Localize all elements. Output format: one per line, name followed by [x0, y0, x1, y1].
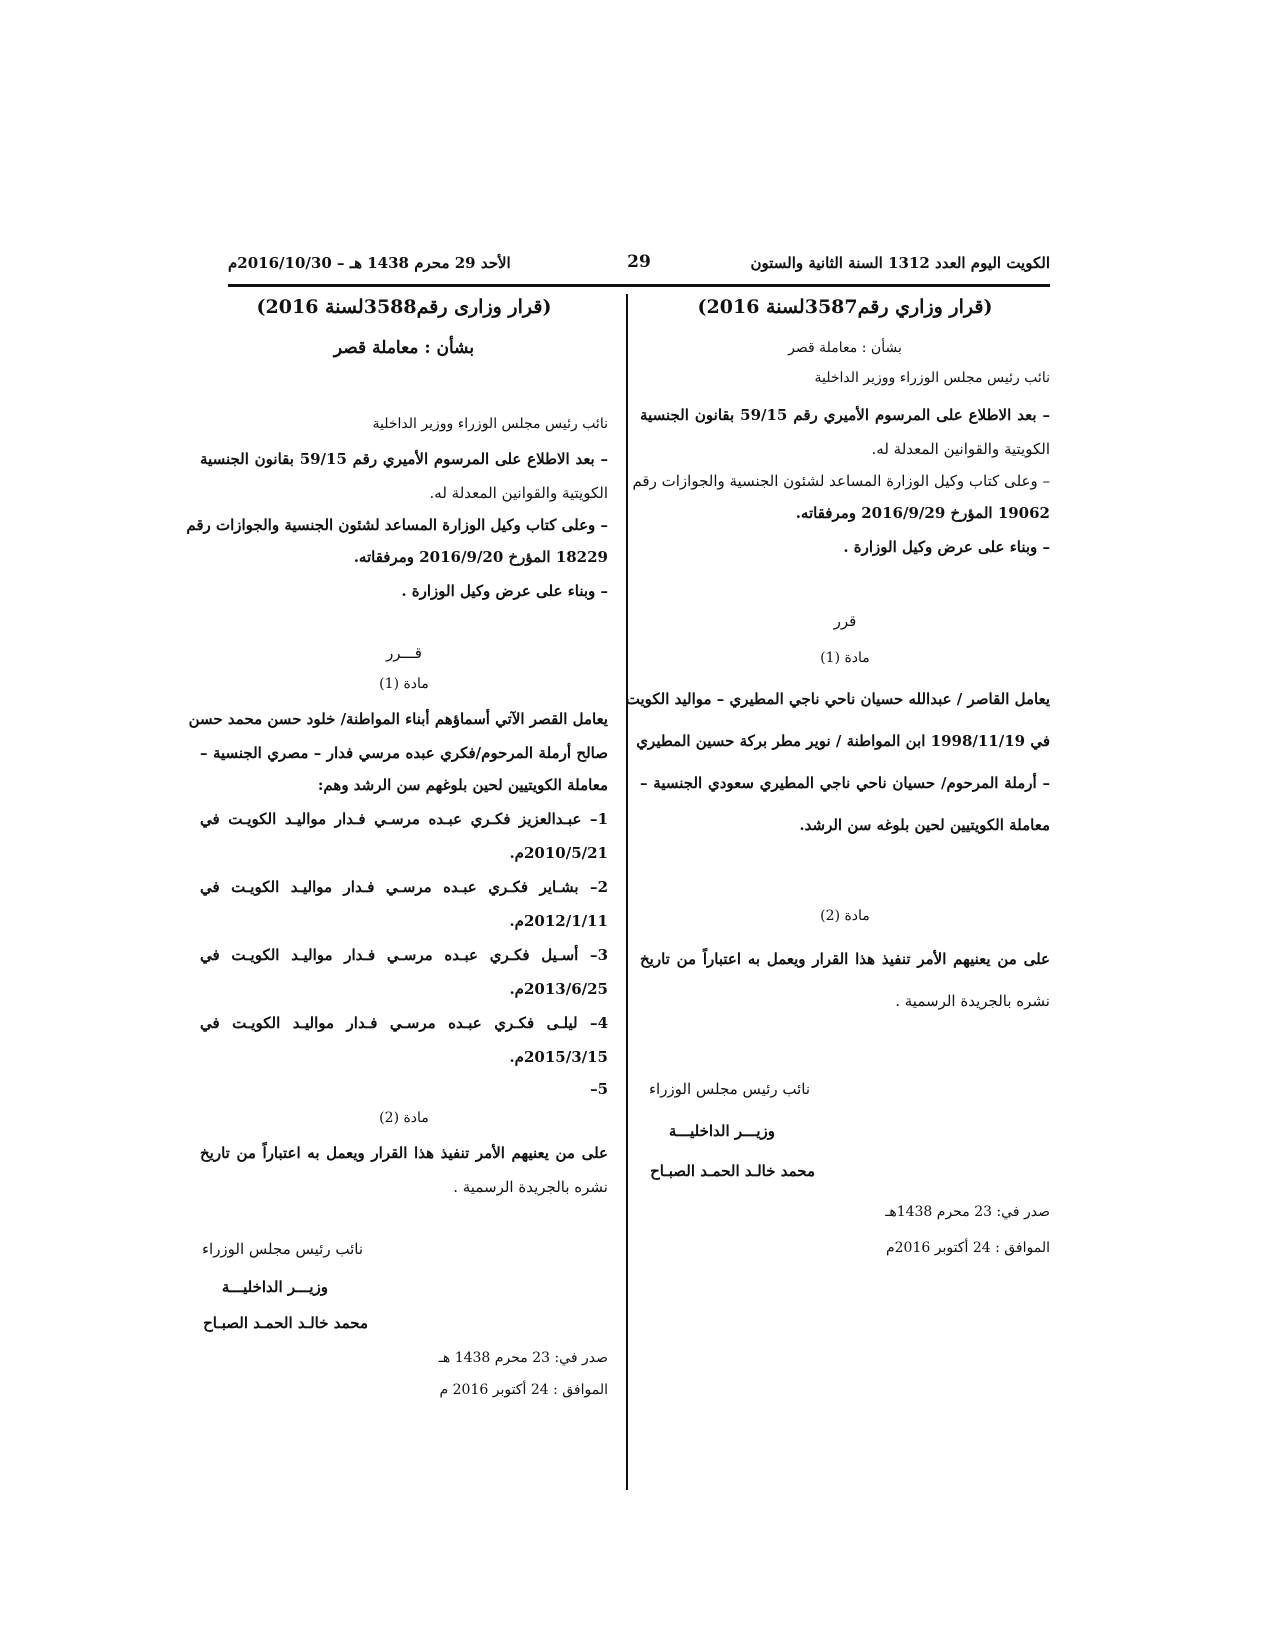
child-4-dob: 2015/3/15م. [509, 1048, 608, 1066]
signature-title: نائب رئيس مجلس الوزراء [201, 1240, 363, 1258]
column-divider [626, 294, 628, 1490]
child-3: 3– أسـيل فكـري عبـده مرسـي فـدار مواليـد الكويـت في [200, 946, 608, 964]
page-number: 29 [627, 252, 651, 272]
child-1-dob: 2010/5/21م. [509, 844, 608, 862]
issue-date: الأحد 29 محرم 1438 هـ – 2016/10/30م [228, 254, 511, 272]
preamble-line: 18229 المؤرخ 2016/9/20 ومرفقاته. [353, 548, 608, 566]
article-2-line: على من يعنيهم الأمر تنفيذ هذا القرار ويعمل به اعتباراً من تاريخ [640, 950, 1050, 968]
page-header [228, 248, 1050, 287]
child-1: 1– عبـدالعزيز فكـري عبـده مرسـي فـدار مواليـد الكويـت في [200, 810, 608, 828]
issued-gregorian: الموافق : 24 أكتوبر 2016م [885, 1240, 1050, 1256]
child-2-dob: 2012/1/11م. [509, 912, 608, 930]
article-1-heading: مادة (1) [379, 676, 429, 692]
decided-heading: قـــرر [386, 644, 422, 662]
article-2-line: نشره بالجريدة الرسمية . [895, 992, 1050, 1010]
child-4: 4– ليلـى فكـري عبـده مرسـي فـدار مواليـد الكويـت في [200, 1014, 608, 1032]
article-2-line: على من يعنيهم الأمر تنفيذ هذا القرار ويعمل به اعتباراً من تاريخ [200, 1144, 608, 1162]
preamble-line: الكويتية والقوانين المعدلة له. [871, 440, 1050, 458]
article-2-line: نشره بالجريدة الرسمية . [453, 1178, 608, 1196]
child-2: 2– بشـاير فكـري عبـده مرسـي فـدار مواليـد الكويـت في [200, 878, 608, 896]
decided-heading: قرر [833, 612, 857, 630]
signature-ministry: وزيـــر الداخليـــة [668, 1122, 775, 1140]
signature-name: محمد خالـد الحمـد الصبـاح [650, 1162, 815, 1180]
signature-name: محمد خالـد الحمـد الصبـاح [203, 1314, 368, 1332]
decision-subject: بشأن : معاملة قصر [788, 340, 902, 356]
article-1-line: معاملة الكويتيين لحين بلوغه سن الرشد. [799, 816, 1050, 834]
issue-info: الكويت اليوم العدد 1312 السنة الثانية والستون [750, 254, 1050, 272]
article-2-heading: مادة (2) [379, 1110, 429, 1126]
issuer: نائب رئيس مجلس الوزراء ووزير الداخلية [814, 370, 1050, 386]
article-1-line: صالح أرملة المرحوم/فكري عبده مرسي فدار – مصري الجنسية – [200, 744, 608, 762]
issuer: نائب رئيس مجلس الوزراء ووزير الداخلية [372, 416, 608, 432]
signature-ministry: وزيـــر الداخليـــة [221, 1278, 328, 1296]
child-3-dob: 2013/6/25م. [509, 980, 608, 998]
article-1-heading: مادة (1) [820, 650, 870, 666]
decision-title: (قرار وزارى رقم3588لسنة 2016) [256, 296, 552, 318]
issued-hijri: صدر في: 23 محرم 1438هـ [885, 1204, 1050, 1220]
signature-title: نائب رئيس مجلس الوزراء [648, 1080, 810, 1098]
article-1-line: – أرملة المرحوم/ حسيان ناحي ناجي المطيري سعودي الجنسية – [640, 774, 1050, 792]
preamble-line: – وبناء على عرض وكيل الوزارة . [843, 538, 1050, 556]
article-1-line: يعامل القصر الآتي أسماؤهم أبناء المواطنة/ خلود حسن محمد حسن [188, 710, 608, 728]
issued-hijri: صدر في: 23 محرم 1438 هـ [438, 1350, 608, 1366]
preamble-line: – وعلى كتاب وكيل الوزارة المساعد لشئون الجنسية والجوازات رقم [632, 472, 1050, 490]
preamble-line: – بعد الاطلاع على المرسوم الأميري رقم 59/15 بقانون الجنسية [640, 406, 1050, 424]
decision-3587 [625, 290, 1050, 1290]
decision-subject: بشأن : معاملة قصر [333, 338, 475, 358]
article-2-heading: مادة (2) [820, 908, 870, 924]
preamble-line: – وعلى كتاب وكيل الوزارة المساعد لشئون الجنسية والجوازات رقم [186, 516, 608, 534]
preamble-line: – وبناء على عرض وكيل الوزارة . [401, 582, 608, 600]
preamble-line: الكويتية والقوانين المعدلة له. [429, 484, 608, 502]
article-1-line: معاملة الكويتيين لحين بلوغهم سن الرشد وهم: [317, 776, 608, 794]
preamble-line: 19062 المؤرخ 2016/9/29 ومرفقاته. [795, 504, 1050, 522]
issued-gregorian: الموافق : 24 أكتوبر 2016 م [439, 1382, 608, 1398]
preamble-line: – بعد الاطلاع على المرسوم الأميري رقم 59/15 بقانون الجنسية [200, 450, 608, 468]
decision-title: (قرار وزاري رقم3587لسنة 2016) [697, 296, 993, 318]
decision-3588 [186, 290, 608, 1440]
article-1-line: في 1998/11/19 ابن المواطنة / نوير مطر بركة حسين المطيري [636, 732, 1050, 750]
article-1-line: يعامل القاصر / عبدالله حسيان ناحي ناجي المطيري – مواليد الكويت [625, 690, 1050, 708]
child-5: 5– [590, 1080, 608, 1098]
